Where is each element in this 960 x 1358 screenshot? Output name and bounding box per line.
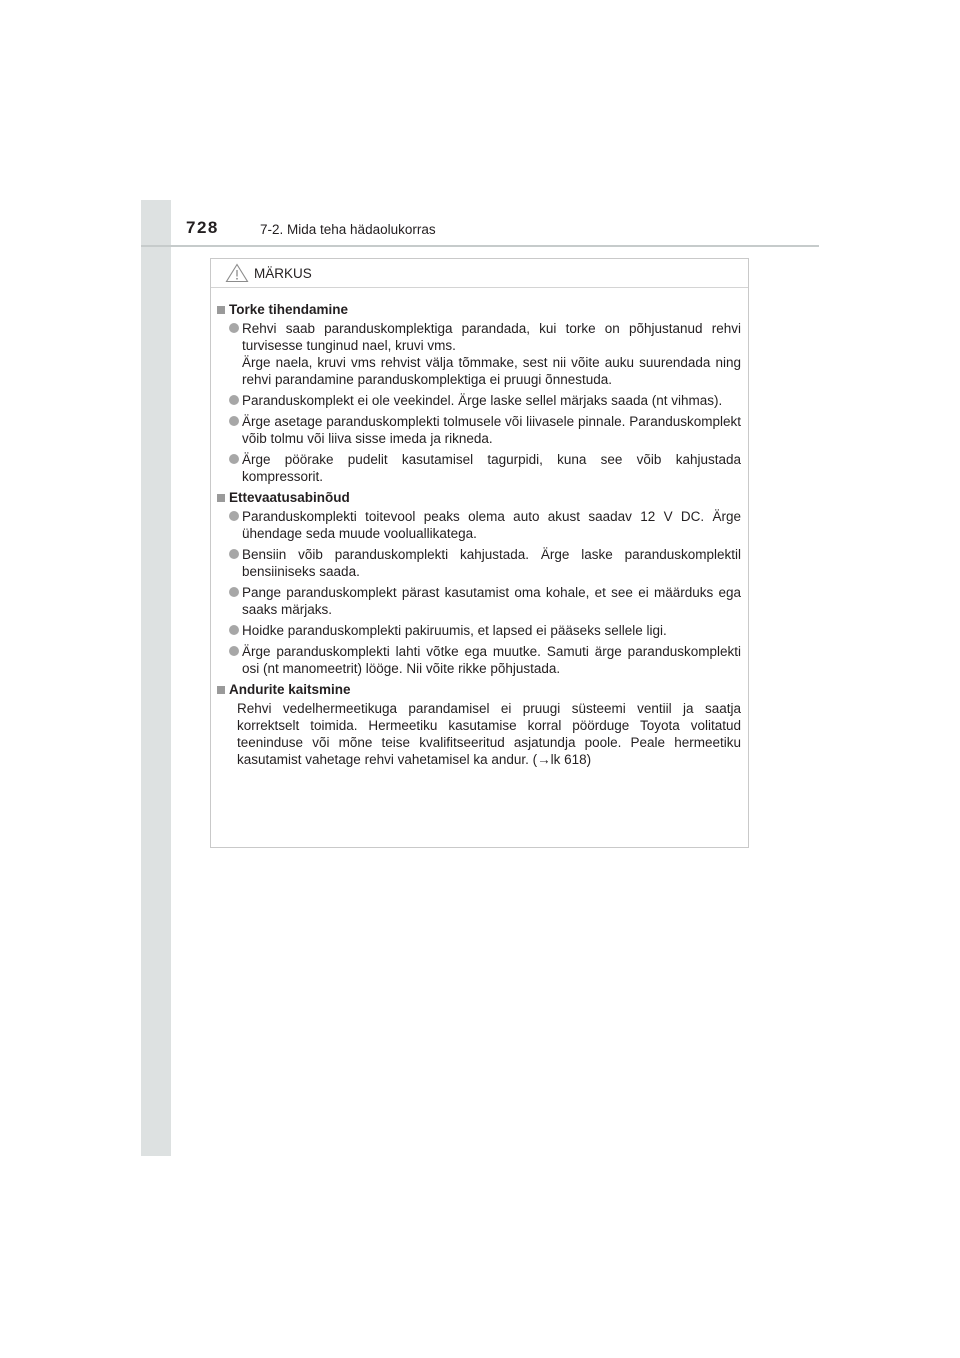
list-item	[217, 392, 741, 409]
list-item-text: Paranduskomplekt ei ole veekindel. Ärge laske sellel märjaks saada (nt vihmas).	[242, 393, 723, 408]
notice-content	[211, 288, 748, 768]
list-item-text: Bensiin võib paranduskomplekti kahjustada. Ärge laske paranduskomplektil bensiiniseks saada.	[242, 547, 741, 579]
circle-bullet-icon	[229, 454, 239, 464]
circle-bullet-icon	[229, 549, 239, 559]
list-item	[217, 413, 741, 447]
section-body-text: Rehvi vedelhermeetikuga parandamisel ei pruugi süsteemi ventiil ja saatja korrektselt toimida. Hermeetiku kasutamise korral pöörduge Toyota volitatud teeninduse või mõne teise kvalifitseeritud asjatundja poole. Peale hermeetiku kasutamist vahetage rehvi vahetamisel ka andur. (→lk 618)	[237, 701, 741, 767]
section-heading	[217, 681, 741, 698]
side-strip	[141, 200, 171, 1156]
page-number: 728	[186, 218, 219, 237]
circle-bullet-icon	[229, 587, 239, 597]
section-puncture-sealing	[217, 301, 741, 485]
circle-bullet-icon	[229, 646, 239, 656]
list-item	[217, 451, 741, 485]
section-sensor-protection	[217, 681, 741, 768]
list-item	[217, 584, 741, 618]
list-item	[217, 320, 741, 388]
circle-bullet-icon	[229, 511, 239, 521]
section-heading-text: Torke tihendamine	[229, 302, 349, 317]
header-rule	[141, 245, 819, 247]
square-bullet-icon	[217, 686, 225, 694]
list-item-text: Ärge paranduskomplekti lahti võtke ega muutke. Samuti ärge paranduskomplekti osi (nt manomeetrit) lööge. Nii võite rikke põhjustada.	[242, 644, 741, 676]
list-item-text: Paranduskomplekti toitevool peaks olema auto akust saadav 12 V DC. Ärge ühendage seda muude vooluallikatega.	[242, 509, 741, 541]
list-item-text: Ärge asetage paranduskomplekti tolmusele või liivasele pinnale. Paranduskomplekt võib tolmu või liiva sisse imeda ja rikneda.	[242, 414, 741, 446]
list-item	[217, 622, 741, 639]
square-bullet-icon	[217, 494, 225, 502]
circle-bullet-icon	[229, 323, 239, 333]
circle-bullet-icon	[229, 416, 239, 426]
notice-label: MÄRKUS	[254, 265, 312, 281]
list-item	[217, 546, 741, 580]
list-item	[217, 508, 741, 542]
circle-bullet-icon	[229, 625, 239, 635]
square-bullet-icon	[217, 306, 225, 314]
list-item-text: Rehvi saab paranduskomplektiga parandada, kui torke on põhjustanud rehvi turvisesse tunginud nael, kruvi vms. Ärge naela, kruvi vms rehvist välja tõmmake, sest nii võite auku suurendada ning rehvi parandamine paranduskomplektiga ei pruugi õnnestuda.	[242, 321, 741, 387]
notice-box	[210, 258, 749, 848]
list-item-text: Hoidke paranduskomplekti pakiruumis, et lapsed ei pääseks sellele ligi.	[242, 623, 667, 638]
section-title: 7-2. Mida teha hädaolukorras	[260, 222, 436, 237]
section-heading-text: Ettevaatusabinõud	[229, 490, 350, 505]
list-item-text: Ärge pöörake pudelit kasutamisel tagurpidi, kuna see võib kahjustada kompressorit.	[242, 452, 741, 484]
section-heading-text: Andurite kaitsmine	[229, 682, 351, 697]
notice-header	[211, 259, 748, 288]
section-heading	[217, 301, 741, 318]
list-item	[217, 643, 741, 677]
list-item-text: Pange paranduskomplekt pärast kasutamist oma kohale, et see ei määrduks ega saaks märjaks.	[242, 585, 741, 617]
section-precautions	[217, 489, 741, 677]
circle-bullet-icon	[229, 395, 239, 405]
section-heading	[217, 489, 741, 506]
warning-triangle-icon	[225, 263, 249, 283]
